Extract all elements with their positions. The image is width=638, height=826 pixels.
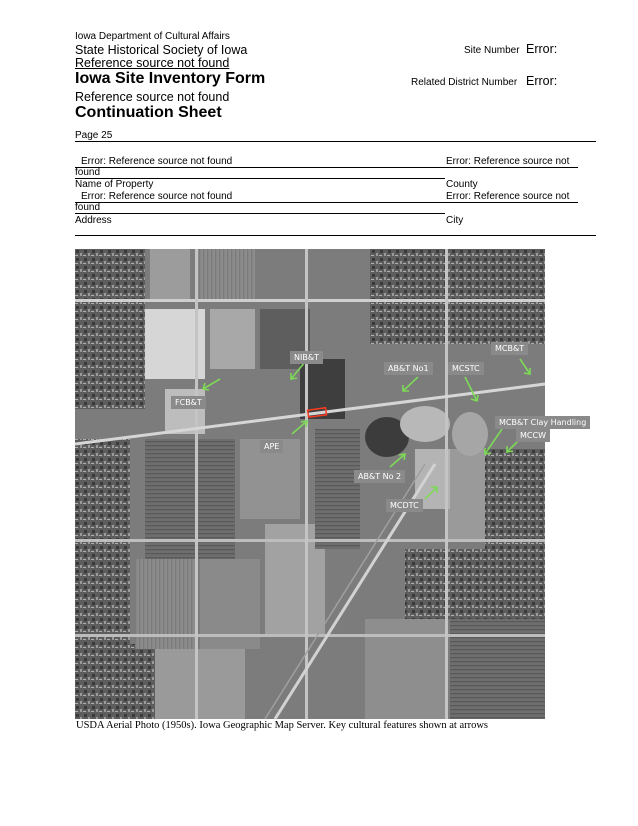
label-mcdtc: MCDTC <box>386 499 423 512</box>
district-number-label: Related District Number <box>411 77 518 88</box>
address-value: Error: Reference source not found <box>81 191 233 202</box>
label-ape: APE <box>260 440 283 453</box>
aerial-photo-map <box>75 249 545 719</box>
fields-bottom-rule <box>75 235 596 236</box>
site-number-label: Site Number <box>464 45 520 56</box>
label-abt-no2: AB&T No 2 <box>354 470 405 483</box>
label-mcstc: MCSTC <box>448 362 484 375</box>
district-number-value: Error: <box>526 74 558 88</box>
form-title: Iowa Site Inventory Form <box>75 70 266 87</box>
property-name-label: Name of Property <box>75 179 154 190</box>
agency-name: Iowa Department of Cultural Affairs <box>75 31 230 42</box>
address-underline <box>75 202 578 203</box>
label-fcbt: FCB&T <box>171 396 206 409</box>
city-value: Error: Reference source not <box>446 191 570 202</box>
address-wrap: found <box>75 202 101 213</box>
label-mccw: MCCW <box>516 429 550 442</box>
address-label: Address <box>75 215 112 226</box>
label-mcbt: MCB&T <box>491 342 528 355</box>
address-wrap-underline <box>75 213 445 214</box>
photo-caption: USDA Aerial Photo (1950s). Iowa Geographic Map Server. Key cultural features shown at arrows <box>76 720 489 731</box>
reference-error-1: Reference source not found <box>75 56 230 70</box>
aerial-photo <box>75 249 587 719</box>
label-nibt: NIB&T <box>290 351 323 364</box>
county-label: County <box>446 179 478 190</box>
reference-error-2: Reference source not found <box>75 90 230 104</box>
page-number: Page 25 <box>75 130 113 141</box>
site-number-value: Error: <box>526 42 558 56</box>
property-name-wrap: found <box>75 167 101 178</box>
county-value: Error: Reference source not <box>446 156 570 167</box>
page-rule <box>75 141 596 142</box>
sheet-title: Continuation Sheet <box>75 104 222 121</box>
property-name-value: Error: Reference source not found <box>81 156 233 167</box>
label-mcbt-clay-handling: MCB&T Clay Handling <box>495 416 590 429</box>
label-abt-no1: AB&T No1 <box>384 362 433 375</box>
property-underline <box>75 167 578 168</box>
city-label: City <box>446 215 464 226</box>
society-name: State Historical Society of Iowa <box>75 43 248 57</box>
